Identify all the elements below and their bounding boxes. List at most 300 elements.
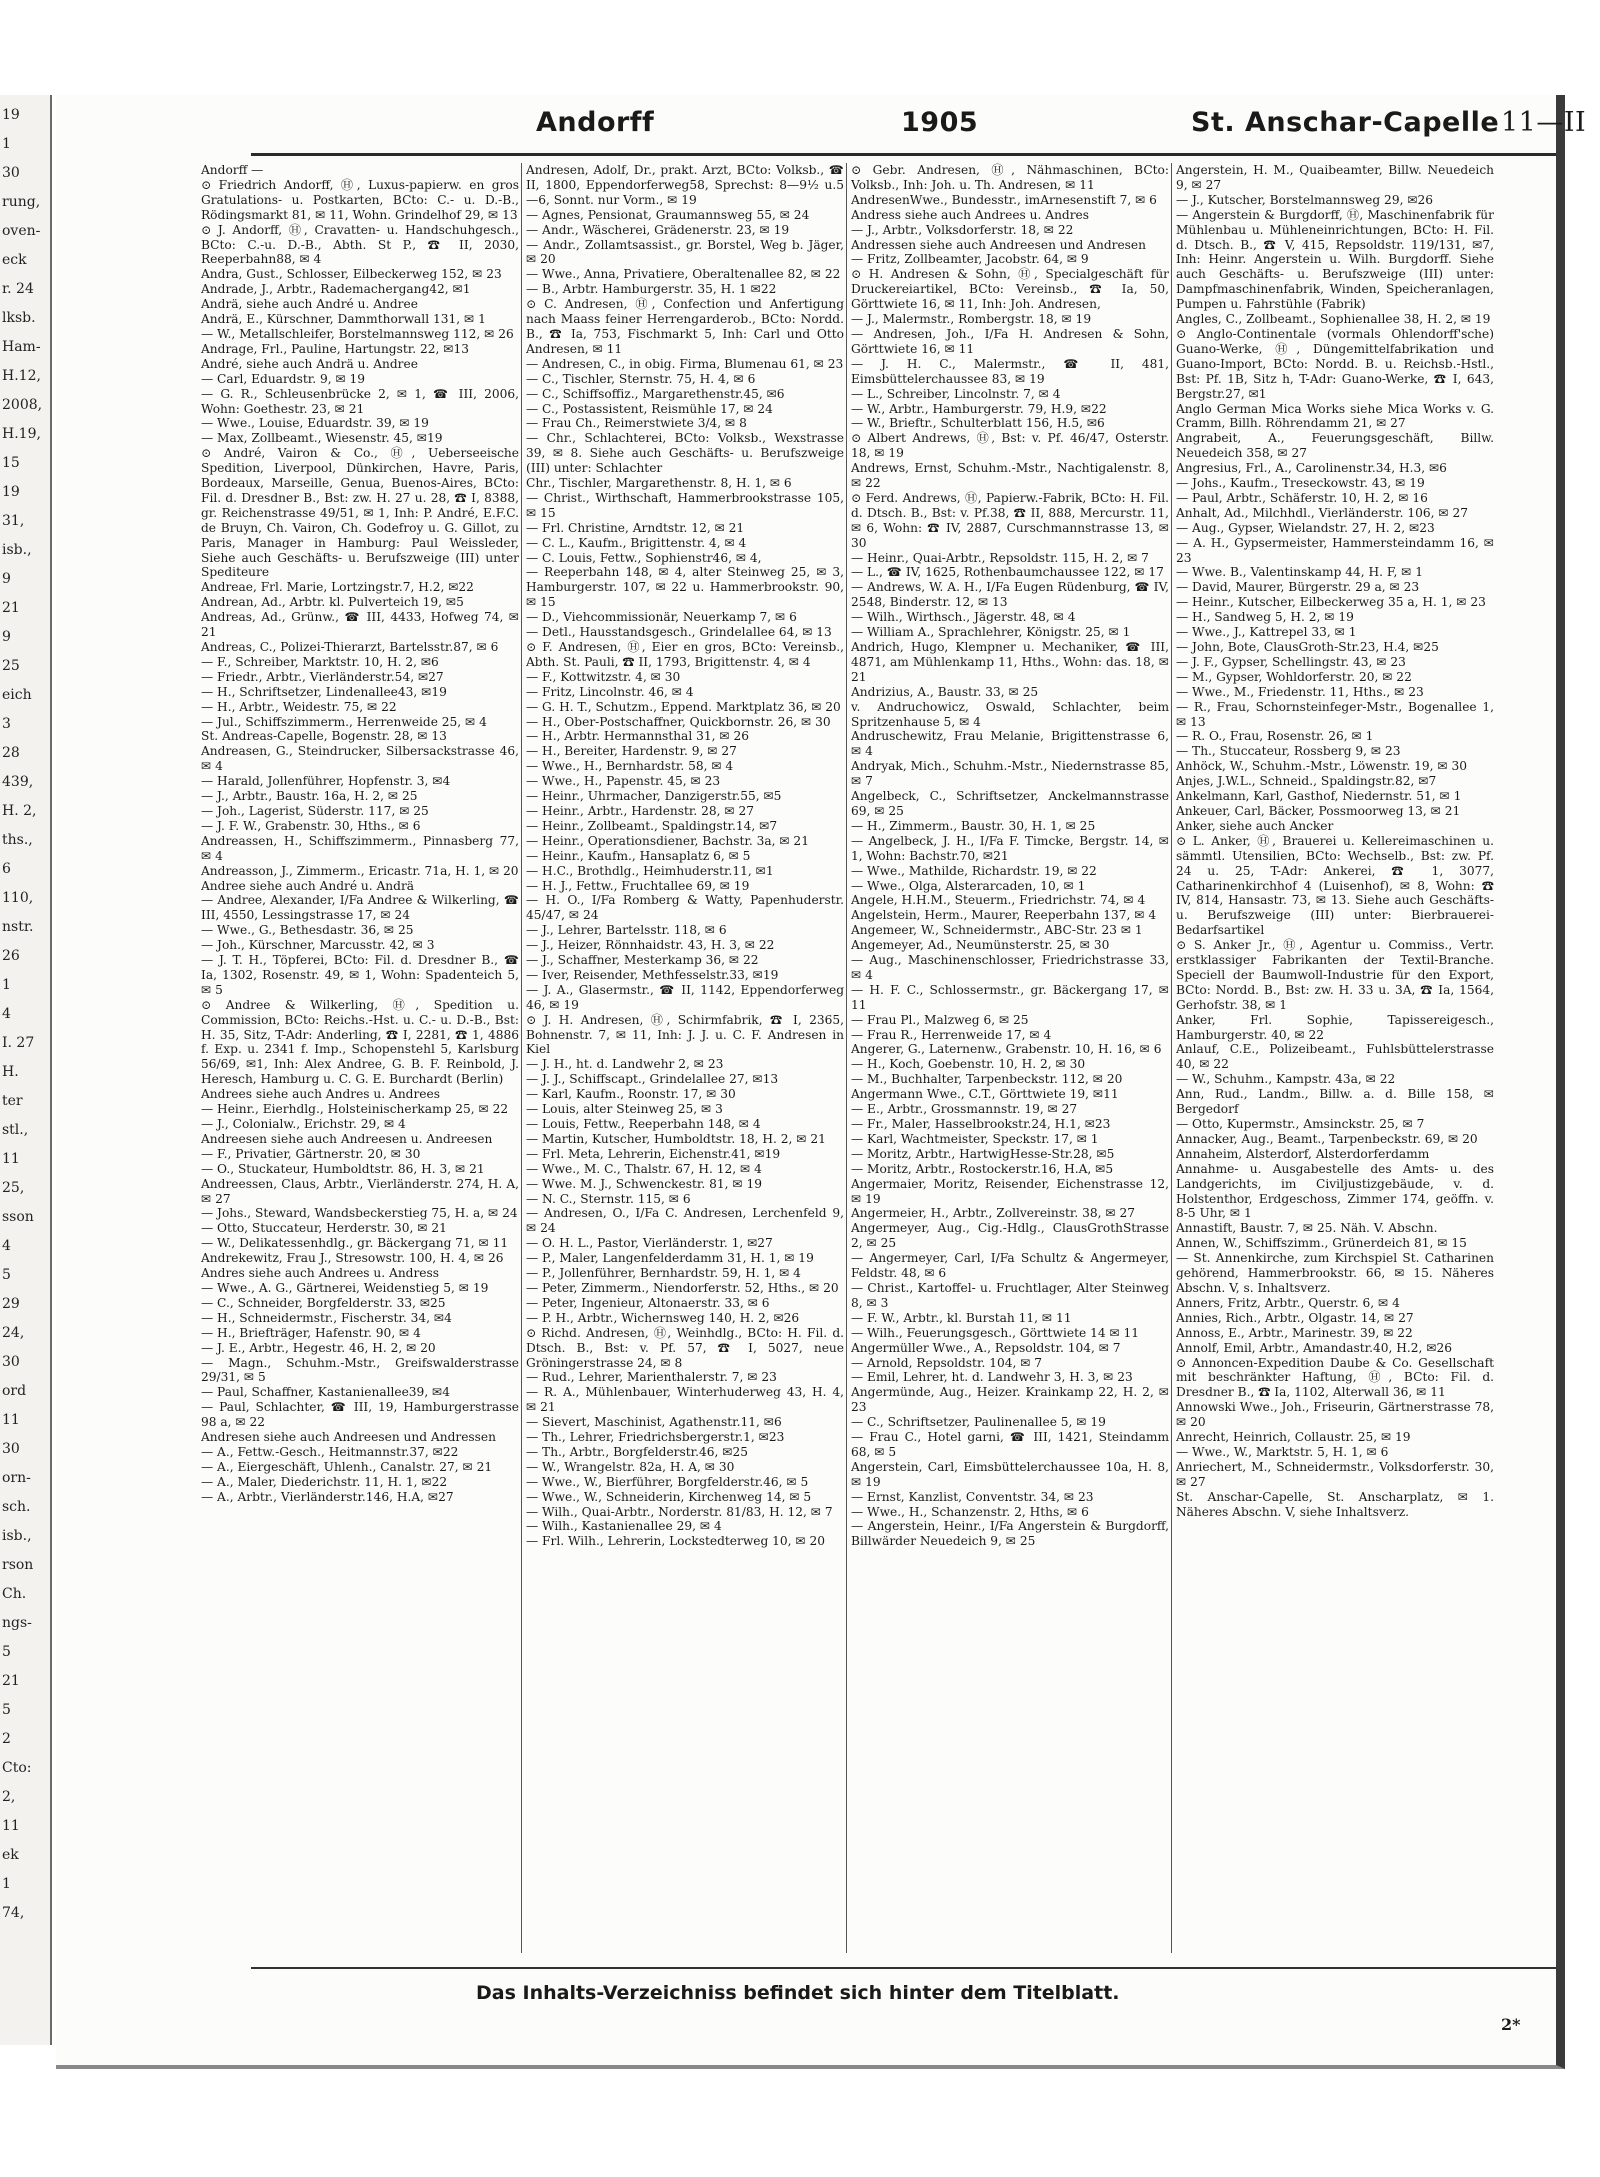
directory-entry: — C. L., Kaufm., Brigittenstr. 4, ✉ 4 <box>526 535 747 550</box>
directory-entry: Andrean, Ad., Arbtr. kl. Pulverteich 19, ✉5 <box>201 595 464 610</box>
directory-entry: — Louis, alter Steinweg 25, ✉ 3 <box>526 1102 723 1117</box>
directory-entry: — G. H. T., Schutzm., Eppend. Marktplatz 36, ✉ 20 <box>526 699 841 714</box>
directory-entry: — Andree, Alexander, I/Fa Andree & Wilkerling, ☎ III, 4550, Lessingstrasse 17, ✉ 24 <box>201 893 519 923</box>
directory-entry: — St. Annenkirche, zum Kirchspiel St. Catharinen gehörend, Hammerbrookstr. 66, ✉ 15. Näheres Abschn. V, s. Inhaltsverz. <box>1176 1251 1494 1295</box>
adjacent-page-fragment: H.19, <box>2 426 41 442</box>
directory-entry: — Aug., Gypser, Wielandstr. 27, H. 2, ✉23 <box>1176 520 1435 535</box>
directory-entry: — N. C., Sternstr. 115, ✉ 6 <box>526 1191 691 1206</box>
directory-entry: — J., Arbtr., Baustr. 16a, H. 2, ✉ 25 <box>201 789 418 804</box>
directory-entry: — Wwe., H., Bernhardstr. 58, ✉ 4 <box>526 759 734 774</box>
adjacent-page-fragment: 25, <box>2 1180 25 1196</box>
directory-entry: Annaheim, Alsterdorf, Alsterdorferdamm <box>1176 1146 1430 1161</box>
directory-entry: — Aug., Maschinenschlosser, Friedrichstrasse 33, ✉ 4 <box>851 953 1169 982</box>
directory-entry: Angerer, G., Laternenw., Grabenstr. 10, H. 16, ✉ 6 <box>851 1042 1162 1057</box>
directory-entry: — Andresen, C., in obig. Firma, Blumenau 61, ✉ 23 <box>526 356 844 371</box>
directory-entry: — W., Brieftr., Schulterblatt 156, H.5, ✉6 <box>851 416 1105 431</box>
directory-entry: — W., Schuhm., Kampstr. 43a, ✉ 22 <box>1176 1072 1396 1087</box>
directory-entry: — Arnold, Repsoldstr. 104, ✉ 7 <box>851 1355 1043 1370</box>
directory-sheet <box>56 95 1587 2069</box>
directory-entry: Andrä, siehe auch André u. Andree <box>201 297 418 312</box>
adjacent-page-fragment: 110, <box>2 890 34 906</box>
adjacent-page-fragment: 21 <box>2 600 20 616</box>
header-rule <box>251 153 1556 156</box>
adjacent-page-fragment: 29 <box>2 1296 20 1312</box>
directory-entry: — Wwe., Louise, Eduardstr. 39, ✉ 19 <box>201 416 429 431</box>
adjacent-page-fragment: 31, <box>2 513 25 529</box>
directory-entry: ⊙ J. Andorff, Ⓗ, Cravatten- u. Handschuhgesch., BCto: C.-u. D.-B., Abth. St P., ☎ II, 2030, Reeperbahn88, ✉ 4 <box>201 222 519 267</box>
directory-entry: — A., Eiergeschäft, Uhlenh., Canalstr. 27, ✉ 21 <box>201 1459 493 1474</box>
adjacent-page-fragment: 5 <box>2 1644 11 1660</box>
adjacent-page-fragment: ngs- <box>2 1615 32 1631</box>
directory-entry: — C., Tischler, Sternstr. 75, H. 4, ✉ 6 <box>526 371 756 386</box>
directory-entry: Angermaier, Moritz, Reisender, Eichenstrasse 12, ✉ 19 <box>851 1176 1169 1206</box>
directory-entry: — Christ., Kartoffel- u. Fruchtlager, Alter Steinweg 8, ✉ 3 <box>851 1280 1169 1310</box>
adjacent-page-fragment: ter <box>2 1093 23 1109</box>
adjacent-page-fragment: rson <box>2 1557 34 1573</box>
sheet-signature: 2* <box>1501 2015 1521 2034</box>
directory-entry: — Heinr., Quai-Arbtr., Repsoldstr. 115, H. 2, ✉ 7 <box>851 550 1149 565</box>
directory-entry: AndresenWwe., Bundesstr., imArnesenstift 7, ✉ 6 <box>851 192 1157 207</box>
directory-entry: — Frau Pl., Malzweg 6, ✉ 25 <box>851 1012 1029 1027</box>
directory-entry: — P. H., Arbtr., Wichernsweg 140, H. 2, ✉26 <box>526 1310 800 1325</box>
directory-entry: — C., Schneider, Borgfelderstr. 33, ✉25 <box>201 1295 446 1310</box>
directory-entry: — Paul, Schlachter, ☎ III, 19, Hamburgerstrasse 98 a, ✉ 22 <box>201 1400 519 1430</box>
adjacent-page-fragment: ek <box>2 1847 19 1863</box>
directory-entry: — H.C., Brothdlg., Heimhuderstr.11, ✉1 <box>526 863 774 878</box>
directory-entry: — J. E., Arbtr., Hegestr. 46, H. 2, ✉ 20 <box>201 1340 436 1355</box>
directory-entry: — F., Schreiber, Marktstr. 10, H. 2, ✉6 <box>201 654 439 669</box>
adjacent-page-fragment: 2008, <box>2 397 43 413</box>
directory-entry: — Andr., Zollamtsassist., gr. Borstel, Weg b. Jäger, ✉ 20 <box>526 237 844 267</box>
adjacent-page-fragment: H. 2, <box>2 803 37 819</box>
adjacent-page-fragment: nstr. <box>2 919 34 935</box>
directory-entry: — Wwe., M., Friedenstr. 11, Hths., ✉ 23 <box>1176 684 1424 699</box>
directory-entry: — Th., Stuccateur, Rossberg 9, ✉ 23 <box>1176 744 1401 759</box>
directory-entry: — J. F. W., Grabenstr. 30, Hths., ✉ 6 <box>201 818 421 833</box>
directory-entry: — Fritz, Lincolnstr. 46, ✉ 4 <box>526 684 694 699</box>
directory-entry: Andrade, J., Arbtr., Rademachergang42, ✉1 <box>201 282 471 297</box>
directory-entry: — Carl, Eduardstr. 9, ✉ 19 <box>201 371 366 386</box>
directory-entry: Annahme- u. Ausgabestelle des Amts- u. des Landgerichts, im Civiljustizgebäude, v. d. Holstenthor, Erdgeschoss, Zimmer 174, geöffn. v. 8-5 Uhr, ✉ 1 <box>1176 1161 1494 1221</box>
adjacent-page-fragment: oven- <box>2 223 41 239</box>
directory-entry: — J. H., ht. d. Landwehr 2, ✉ 23 <box>526 1057 724 1072</box>
adjacent-page-fragment: 26 <box>2 948 20 964</box>
directory-column-4 <box>1176 163 1494 2033</box>
adjacent-page-fragment: stl., <box>2 1122 29 1138</box>
directory-entry: — J. T. H., Töpferei, BCto: Fil. d. Dresdner B., ☎ Ia, 1302, Rosenstr. 49, ✉ 1, Wohn: Spadenteich 5, ✉ 5 <box>201 953 519 997</box>
directory-entry: — Max, Zollbeamt., Wiesenstr. 45, ✉19 <box>201 431 443 446</box>
directory-entry: Andressen siehe auch Andreesen und Andresen <box>851 237 1146 252</box>
directory-column-3 <box>851 163 1169 2033</box>
directory-entry: — Wilh., Quai-Arbtr., Norderstr. 81/83, H. 12, ✉ 7 <box>526 1504 833 1519</box>
directory-entry: — Wwe., W., Marktstr. 5, H. 1, ✉ 6 <box>1176 1444 1389 1459</box>
adjacent-page-fragment: 19 <box>2 484 20 500</box>
adjacent-page-fragment: 15 <box>2 455 20 471</box>
directory-entry: — Magn., Schuhm.-Mstr., Greifswalderstrasse 29/31, ✉ 5 <box>201 1355 519 1385</box>
directory-entry: — Fritz, Zollbeamter, Jacobstr. 64, ✉ 9 <box>851 252 1089 267</box>
adjacent-page-fragment: Ham- <box>2 339 41 355</box>
directory-entry: — J. F., Gypser, Schellingstr. 43, ✉ 23 <box>1176 654 1406 669</box>
directory-entry: — L., ☎ IV, 1625, Rothenbaumchaussee 122, ✉ 17 <box>851 565 1164 580</box>
directory-entry: Anker, siehe auch Ancker <box>1176 818 1334 833</box>
adjacent-page-fragment: Cto: <box>2 1760 32 1776</box>
directory-entry: — Ernst, Kanzlist, Conventstr. 34, ✉ 23 <box>851 1489 1094 1504</box>
running-header <box>196 107 1600 147</box>
directory-entry: — C., Schiffsoffiz., Margarethenstr.45, ✉6 <box>526 386 785 401</box>
directory-entry: — D., Viehcommissionär, Neuerkamp 7, ✉ 6 <box>526 610 797 625</box>
adjacent-page-fragment: lksb. <box>2 310 36 326</box>
directory-entry: ⊙ H. Andresen & Sohn, Ⓗ, Specialgeschäft für Druckereiartikel, BCto: Vereinsb., ☎ Ia, 50, Görttwiete 16, ✉ 11, Inh: Joh. Andresen, <box>851 267 1169 312</box>
adjacent-page-fragment: 5 <box>2 1702 11 1718</box>
directory-entry: — Agnes, Pensionat, Graumannsweg 55, ✉ 24 <box>526 207 810 222</box>
directory-entry: — Angermeyer, Carl, I/Fa Schultz & Angermeyer, Feldstr. 48, ✉ 6 <box>851 1251 1169 1281</box>
directory-entry: Anglo German Mica Works siehe Mica Works v. G. Cramm, Billh. Röhrendamm 21, ✉ 27 <box>1176 401 1494 431</box>
adjacent-page-fragment: 25 <box>2 658 20 674</box>
directory-entry: Andreesen siehe auch Andreesen u. Andreesen <box>201 1131 493 1146</box>
adjacent-page-fragment: 11 <box>2 1818 20 1834</box>
directory-entry: — Angerstein & Burgdorff, Ⓗ, Maschinenfabrik für Mühlenbau u. Mühleneinrichtungen, BCto: H. Fil. d. Dtsch. B., ☎ V, 415, Repsoldstr. 119/131, ✉7, Inh: Heinr. Angerstein u. Wilh. Burgdorff. Siehe auch Geschäfts- u. Berufszweige (III) unter: Dampfmaschinenfabrik, Winden, Speicheranlagen, Pumpen u. Fahrstühle (Fabrik) <box>1176 207 1494 312</box>
directory-entry: Andresen, Adolf, Dr., prakt. Arzt, BCto: Volksb., ☎ II, 1800, Eppendorferweg58, Sprechst: 8—9½ u.5—6, Sonnt. nur Vorm., ✉ 19 <box>526 163 844 207</box>
directory-entry: — H., Arbtr., Weidestr. 75, ✉ 22 <box>201 699 397 714</box>
directory-entry: — E., Arbtr., Grossmannstr. 19, ✉ 27 <box>851 1102 1078 1117</box>
adjacent-page-fragment: 3 <box>2 716 11 732</box>
directory-entry: St. Andreas-Capelle, Bogenstr. 28, ✉ 13 <box>201 729 447 744</box>
directory-entry: Anners, Fritz, Arbtr., Querstr. 6, ✉ 4 <box>1176 1295 1400 1310</box>
directory-entry: Annacker, Aug., Beamt., Tarpenbeckstr. 69, ✉ 20 <box>1176 1131 1478 1146</box>
directory-entry: — F., Kottwitzstr. 4, ✉ 30 <box>526 669 681 684</box>
directory-entry: — Angelbeck, J. H., I/Fa F. Timcke, Bergstr. 14, ✉ 1, Wohn: Bachstr.70, ✉21 <box>851 833 1169 863</box>
adjacent-page-fragment: H. <box>2 1064 19 1080</box>
directory-entry: — Wilh., Wirthsch., Jägerstr. 48, ✉ 4 <box>851 610 1076 625</box>
directory-entry: Angrabeit, A., Feuerungsgeschäft, Billw. Neuedeich 358, ✉ 27 <box>1176 431 1494 461</box>
directory-entry: Annastift, Baustr. 7, ✉ 25. Näh. V. Abschn. <box>1176 1221 1438 1236</box>
directory-entry: — H., Bereiter, Hardenstr. 9, ✉ 27 <box>526 744 737 759</box>
directory-entry: ⊙ Annoncen-Expedition Daube & Co. Gesellschaft mit beschränkter Haftung, Ⓗ, BCto: Fil. d. Dresdner B., ☎ Ia, 1102, Alterwall 36, ✉ 11 <box>1176 1355 1494 1400</box>
directory-entry: — Heinr., Uhrmacher, Danzigerstr.55, ✉5 <box>526 789 782 804</box>
directory-entry: — Andrews, W. A. H., I/Fa Eugen Rüdenburg, ☎ IV, 2548, Binderstr. 12, ✉ 13 <box>851 580 1169 610</box>
adjacent-page-edge <box>0 95 52 2045</box>
adjacent-page-fragment: 1 <box>2 136 11 152</box>
directory-entry: — Peter, Ingenieur, Altonaerstr. 33, ✉ 6 <box>526 1295 770 1310</box>
adjacent-page-fragment: rung, <box>2 194 41 210</box>
adjacent-page-fragment: 21 <box>2 1673 20 1689</box>
directory-entry: — R. A., Mühlenbauer, Winterhuderweg 43, H. 4, ✉ 21 <box>526 1385 844 1415</box>
directory-column-2 <box>526 163 844 2033</box>
directory-entry: — Wwe., Mathilde, Richardstr. 19, ✉ 22 <box>851 863 1097 878</box>
directory-entry: — Heinr., Kaufm., Hansaplatz 6, ✉ 5 <box>526 848 751 863</box>
adjacent-page-fragment: 2, <box>2 1789 16 1805</box>
directory-entry: — Th., Arbtr., Borgfelderstr.46, ✉25 <box>526 1444 748 1459</box>
adjacent-page-fragment: eck <box>2 252 27 268</box>
directory-entry: — Th., Lehrer, Friedrichsbergerstr.1, ✉23 <box>526 1430 785 1445</box>
directory-entry: Anrecht, Heinrich, Collaustr. 25, ✉ 19 <box>1176 1430 1411 1445</box>
directory-entry: — H., Ober-Postschaffner, Quickbornstr. 26, ✉ 30 <box>526 714 831 729</box>
directory-entry: — Andresen, Joh., I/Fa H. Andresen & Sohn, Görttwiete 16, ✉ 11 <box>851 326 1169 356</box>
directory-entry: — Frau Ch., Reimerstwiete 3/4, ✉ 8 <box>526 416 747 431</box>
directory-entry: Andryak, Mich., Schuhm.-Mstr., Niedernstrasse 85, ✉ 7 <box>851 759 1169 789</box>
directory-entry: — Joh., Kürschner, Marcusstr. 42, ✉ 3 <box>201 938 435 953</box>
directory-entry: Angerstein, H. M., Quaibeamter, Billw. Neuedeich 9, ✉ 27 <box>1176 163 1494 192</box>
directory-entry: ⊙ Andree & Wilkerling, Ⓗ, Spedition u. Commission, BCto: Reichs.-Hst. u. C.- u. D.-B., Bst: H. 35, Sitz, T-Adr: Anderling, ☎ I, 2281, ☎ 1, 4886 f. Exp. u. 2341 f. Imp., Schopenstehl 5, Karlsburg 56/69, ✉1, Inh: Alex Andree, G. B. F. Reinbold, J. Heresch, Hamburg u. C. G. E. Burchardt (Berlin) <box>201 997 519 1087</box>
adjacent-page-fragment: 5 <box>2 1267 11 1283</box>
directory-entry: — J., Heizer, Rönnhaidstr. 43, H. 3, ✉ 22 <box>526 938 775 953</box>
directory-entry: — David, Maurer, Bürgerstr. 29 a, ✉ 23 <box>1176 580 1420 595</box>
adjacent-page-fragment: 30 <box>2 165 20 181</box>
directory-entry: Andreas, C., Polizei-Thierarzt, Bartelsstr.87, ✉ 6 <box>201 640 499 654</box>
directory-entry: — H., Sandweg 5, H. 2, ✉ 19 <box>1176 610 1354 625</box>
directory-entry: Ankeuer, Carl, Bäcker, Possmoorweg 13, ✉ 21 <box>1176 803 1461 818</box>
directory-entry: — Wwe., J., Kattrepel 33, ✉ 1 <box>1176 625 1357 640</box>
directory-column-1 <box>201 163 519 2033</box>
directory-entry: ⊙ F. Andresen, Ⓗ, Eier en gros, BCto: Vereinsb., Abth. St. Pauli, ☎ II, 1793, Brigittenstr. 4, ✉ 4 <box>526 640 844 669</box>
directory-entry: — Louis, Fettw., Reeperbahn 148, ✉ 4 <box>526 1117 761 1131</box>
directory-entry: Anker, Frl. Sophie, Tapissereigesch., Hamburgerstr. 40, ✉ 22 <box>1176 1012 1494 1042</box>
header-first-entry: Andorff <box>536 107 655 138</box>
directory-entry: — H., Schneidermstr., Fischerstr. 34, ✉4 <box>201 1310 452 1325</box>
directory-entry: — L., Schreiber, Lincolnstr. 7, ✉ 4 <box>851 386 1061 401</box>
directory-entry: — Chr., Schlachterei, BCto: Volksb., Wexstrasse 39, ✉ 8. Siehe auch Geschäfts- u. Berufszweige (III) unter: Schlachter <box>526 431 844 476</box>
directory-entry: — F., Privatier, Gärtnerstr. 20, ✉ 30 <box>201 1146 421 1161</box>
directory-entry: — J., Colonialw., Erichstr. 29, ✉ 4 <box>201 1117 406 1131</box>
adjacent-page-fragment: 11 <box>2 1412 20 1428</box>
directory-entry: — Fr., Maler, Hasselbrookstr.24, H.1, ✉23 <box>851 1117 1111 1131</box>
directory-entry: — Wilh., Feuerungsgesch., Görttwiete 14 ✉ 11 <box>851 1325 1140 1340</box>
directory-entry: — J. J., Schiffscapt., Grindelallee 27, ✉13 <box>526 1072 779 1087</box>
directory-entry: — O. H. L., Pastor, Vierländerstr. 1, ✉27 <box>526 1236 773 1251</box>
directory-entry: Andra, Gust., Schlosser, Eilbeckerweg 152, ✉ 23 <box>201 267 502 282</box>
adjacent-page-fragment: 9 <box>2 629 11 645</box>
directory-entry: Angele, H.H.M., Steuerm., Friedrichstr. 74, ✉ 4 <box>851 893 1146 908</box>
directory-entry: Andresen siehe auch Andreesen und Andressen <box>201 1430 496 1445</box>
directory-entry: — W., Wrangelstr. 82a, H. A, ✉ 30 <box>526 1459 735 1474</box>
directory-entry: — Paul, Arbtr., Schäferstr. 10, H. 2, ✉ 16 <box>1176 490 1428 505</box>
directory-entry: — Iver, Reisender, Methfesselstr.33, ✉19 <box>526 967 779 982</box>
column-divider <box>1171 163 1172 1953</box>
directory-entry: — A., Arbtr., Vierländerstr.146, H.A, ✉27 <box>201 1489 454 1504</box>
directory-entry: — Wwe., Olga, Alsterarcaden, 10, ✉ 1 <box>851 878 1086 893</box>
directory-entry: — John, Bote, ClausGroth-Str.23, H.4, ✉25 <box>1176 640 1439 654</box>
directory-entry: Anhalt, Ad., Milchhdl., Vierländerstr. 106, ✉ 27 <box>1176 505 1469 520</box>
directory-entry: ⊙ S. Anker Jr., Ⓗ, Agentur u. Commiss., Vertr. erstklassiger Fabrikanten der Textil-Branche. Speciell der Baumwoll-Industrie für den Export, BCto: Nordd. B., Bst: zw. H. 33 u. 3A, ☎ Ia, 1564, Gerhofstr. 38, ✉ 1 <box>1176 938 1494 1012</box>
directory-entry: — H. F. C., Schlossermstr., gr. Bäckergang 17, ✉ 11 <box>851 982 1169 1012</box>
adjacent-page-fragment: 1 <box>2 977 11 993</box>
directory-entry: ⊙ Friedrich Andorff, Ⓗ, Luxus-papierw. en gros Gratulations- u. Postkarten, BCto: C.- u. D.-B., Rödingsmarkt 81, ✉ 11, Wohn. Grindelhof 29, ✉ 13 <box>201 177 519 222</box>
directory-entry: — G. R., Schleusenbrücke 2, ✉ 1, ☎ III, 2006, Wohn: Goethestr. 23, ✉ 21 <box>201 386 519 416</box>
directory-entry: — B., Arbtr. Hamburgerstr. 35, H. 1 ✉22 <box>526 282 777 297</box>
directory-entry: Angelstein, Herm., Maurer, Reeperbahn 137, ✉ 4 <box>851 908 1157 923</box>
directory-entry: — Sievert, Maschinist, Agathenstr.11, ✉6 <box>526 1415 782 1430</box>
adjacent-page-fragment: 439, <box>2 774 34 790</box>
directory-entry: ⊙ Anglo-Continentale (vormals Ohlendorff'sche) Guano-Werke, Ⓗ, Düngemittelfabrikation und Guano-Import, BCto: Nordd. B. u. Reichsb.-Hstl., Bst: Pf. 1B, Sitz h, T-Adr: Guano-Werke, ☎ I, 643, Bergstr.27, ✉1 <box>1176 326 1494 401</box>
directory-entry: — W., Delikatessenhdlg., gr. Bäckergang 71, ✉ 11 <box>201 1236 509 1251</box>
directory-entry: — J. A., Glasermstr., ☎ II, 1142, Eppendorferweg 46, ✉ 19 <box>526 982 844 1012</box>
directory-entry: Andreae, Frl. Marie, Lortzingstr.7, H.2, ✉22 <box>201 580 474 595</box>
adjacent-page-fragment: sson <box>2 1209 34 1225</box>
directory-entry: — H., Schriftsetzer, Lindenallee43, ✉19 <box>201 684 447 699</box>
directory-entry: ⊙ Ferd. Andrews, Ⓗ, Papierw.-Fabrik, BCto: H. Fil. d. Dtsch. B., Bst: v. Pf.38, ☎ II, 888, Mercurstr. 11, ✉ 6, Wohn: ☎ IV, 2887, Curschmannstrasse 13, ✉ 30 <box>851 490 1169 550</box>
directory-entry: — J., Arbtr., Volksdorferstr. 18, ✉ 22 <box>851 222 1074 237</box>
directory-entry: — O., Stuckateur, Humboldtstr. 86, H. 3, ✉ 21 <box>201 1161 485 1176</box>
adjacent-page-fragment: Ch. <box>2 1586 27 1602</box>
adjacent-page-fragment: 30 <box>2 1354 20 1370</box>
directory-entry: — Reeperbahn 148, ✉ 4, alter Steinweg 25, ✉ 3, Hamburgerstr. 107, ✉ 22 u. Hammerbrookstr. 90, ✉ 15 <box>526 565 844 610</box>
directory-entry: Angermeier, H., Arbtr., Zollvereinstr. 38, ✉ 27 <box>851 1206 1136 1221</box>
directory-entry: — Detl., Hausstandsgesch., Grindelallee 64, ✉ 13 <box>526 625 832 640</box>
directory-entry: Andree siehe auch André u. Andrä <box>201 878 415 893</box>
directory-entry: — J., Malermstr., Rombergstr. 18, ✉ 19 <box>851 312 1092 327</box>
directory-entry: — J., Schaffner, Mesterkamp 36, ✉ 22 <box>526 953 759 968</box>
directory-entry: — C. Louis, Fettw., Sophienstr46, ✉ 4, <box>526 550 762 565</box>
directory-entry: Andreasen, G., Steindrucker, Silbersackstrasse 46, ✉ 4 <box>201 744 519 774</box>
directory-entry: — J., Kutscher, Borstelmannsweg 29, ✉26 <box>1176 192 1434 207</box>
directory-entry: Andrä, E., Kürschner, Dammthorwall 131, ✉ 1 <box>201 312 486 327</box>
directory-entry: — J., Lehrer, Bartelsstr. 118, ✉ 6 <box>526 923 727 938</box>
directory-entry: — Wwe., M. C., Thalstr. 67, H. 12, ✉ 4 <box>526 1161 762 1176</box>
adjacent-page-fragment: 1 <box>2 1876 11 1892</box>
directory-entry: — Johs., Kaufm., Treseckowstr. 43, ✉ 19 <box>1176 476 1425 491</box>
directory-entry: — Otto, Stuccateur, Herderstr. 30, ✉ 21 <box>201 1221 447 1236</box>
adjacent-page-fragment: 9 <box>2 571 11 587</box>
header-year: 1905 <box>901 107 979 138</box>
directory-entry: — P., Maler, Langenfelderdamm 31, H. 1, ✉ 19 <box>526 1251 814 1266</box>
directory-entry: Andruschewitz, Frau Melanie, Brigittenstrasse 6, ✉ 4 <box>851 729 1169 759</box>
directory-entry: — Wwe., H., Schanzenstr. 2, Hths, ✉ 6 <box>851 1504 1089 1519</box>
directory-entry: ⊙ Gebr. Andresen, Ⓗ, Nähmaschinen, BCto: Volksb., Inh: Joh. u. Th. Andresen, ✉ 11 <box>851 163 1169 192</box>
directory-entry: — Friedr., Arbtr., Vierländerstr.54, ✉27 <box>201 669 444 684</box>
directory-entry: — Wwe., H., Papenstr. 45, ✉ 23 <box>526 774 721 789</box>
adjacent-page-fragment: eich <box>2 687 32 703</box>
directory-entry: — H. J., Fettw., Fruchtallee 69, ✉ 19 <box>526 878 750 893</box>
page-number: 11—II <box>1501 107 1587 138</box>
directory-entry: Andreassen, H., Schiffszimmerm., Pinnasberg 77, ✉ 4 <box>201 833 519 863</box>
directory-entry: ⊙ Albert Andrews, Ⓗ, Bst: v. Pf. 46/47, Osterstr. 18, ✉ 19 <box>851 431 1169 461</box>
directory-entry: Andres siehe auch Andrees u. Andress <box>201 1266 440 1281</box>
adjacent-page-fragment: 6 <box>2 861 11 877</box>
directory-entry: — W., Arbtr., Hamburgerstr. 79, H.9, ✉22 <box>851 401 1107 416</box>
directory-entry: — A., Fettw.-Gesch., Heitmannstr.37, ✉22 <box>201 1444 459 1459</box>
adjacent-page-fragment: 74, <box>2 1905 25 1921</box>
directory-entry: — P., Jollenführer, Bernhardstr. 59, H. 1, ✉ 4 <box>526 1266 801 1281</box>
directory-entry: Andrich, Hugo, Klempner u. Mechaniker, ☎ III, 4871, am Mühlenkamp 11, Hths., Wohn: das. 18, ✉ 21 <box>851 640 1169 684</box>
directory-entry: — Harald, Jollenführer, Hopfenstr. 3, ✉4 <box>201 774 451 789</box>
directory-entry: — H., Arbtr. Hermannsthal 31, ✉ 26 <box>526 729 749 744</box>
directory-entry: — M., Gypser, Wohldorferstr. 20, ✉ 22 <box>1176 669 1412 684</box>
directory-entry: — C., Postassistent, Reismühle 17, ✉ 24 <box>526 401 773 416</box>
adjacent-page-fragment: ord <box>2 1383 27 1399</box>
adjacent-page-fragment: H.12, <box>2 368 41 384</box>
directory-entry: — Peter, Zimmerm., Niendorferstr. 52, Hths., ✉ 20 <box>526 1280 839 1295</box>
directory-entry: — Frl. Wilh., Lehrerin, Lockstedterweg 10, ✉ 20 <box>526 1534 825 1549</box>
directory-entry: Angles, C., Zollbeamt., Sophienallee 38, H. 2, ✉ 19 <box>1176 312 1491 327</box>
directory-entry: — Frau R., Herrenweide 17, ✉ 4 <box>851 1027 1052 1042</box>
directory-entry: — Heinr., Kutscher, Eilbeckerweg 35 a, H. 1, ✉ 23 <box>1176 595 1486 610</box>
adjacent-page-fragment: 2 <box>2 1731 11 1747</box>
adjacent-page-fragment: 4 <box>2 1006 11 1022</box>
adjacent-page-fragment: I. 27 <box>2 1035 35 1051</box>
directory-entry: — F. W., Arbtr., kl. Burstah 11, ✉ 11 <box>851 1310 1072 1325</box>
directory-entry: Angermüller Wwe., A., Repsoldstr. 104, ✉ 7 <box>851 1340 1121 1355</box>
directory-entry: ⊙ J. H. Andresen, Ⓗ, Schirmfabrik, ☎ I, 2365, Bohnenstr. 7, ✉ 11, Inh: J. J. u. C. F. Andresen in Kiel <box>526 1012 844 1057</box>
directory-entry: Angemeyer, Ad., Neumünsterstr. 25, ✉ 30 <box>851 938 1110 953</box>
adjacent-page-fragment: 19 <box>2 107 20 123</box>
directory-entry: Andrizius, A., Baustr. 33, ✉ 25 <box>851 684 1039 699</box>
adjacent-page-fragment: 24, <box>2 1325 25 1341</box>
directory-entry: — Wwe., W., Schneiderin, Kirchenweg 14, ✉ 5 <box>526 1489 812 1504</box>
directory-entry: Angresius, Frl., A., Carolinenstr.34, H.3, ✉6 <box>1176 461 1447 476</box>
directory-entry: — R., Frau, Schornsteinfeger-Mstr., Bogenallee 1, ✉ 13 <box>1176 699 1494 729</box>
directory-entry: Annen, W., Schiffszimm., Grünerdeich 81, ✉ 15 <box>1176 1236 1467 1251</box>
directory-entry: ⊙ Richd. Andresen, Ⓗ, Weinhdlg., BCto: H. Fil. d. Dtsch. B., Bst: v. Pf. 57, ☎ I, 5027, neue Gröningerstrasse 24, ✉ 8 <box>526 1325 844 1370</box>
directory-entry: — Wilh., Kastanienallee 29, ✉ 4 <box>526 1519 722 1534</box>
directory-entry: Angermünde, Aug., Heizer. Krainkamp 22, H. 2, ✉ 23 <box>851 1385 1169 1415</box>
directory-entry: — Wwe., G., Bethesdastr. 36, ✉ 25 <box>201 923 414 938</box>
directory-entry: Andorff — <box>201 163 264 177</box>
directory-entry: — Rud., Lehrer, Marienthalerstr. 7, ✉ 23 <box>526 1370 777 1385</box>
adjacent-page-fragment: isb., <box>2 542 32 558</box>
directory-entry: — Paul, Schaffner, Kastanienallee39, ✉4 <box>201 1385 451 1400</box>
directory-entry: — W., Metallschleifer, Borstelmannsweg 112, ✉ 26 <box>201 326 514 341</box>
directory-entry: — Wwe., A. G., Gärtnerei, Weidenstieg 5, ✉ 19 <box>201 1280 489 1295</box>
directory-entry: Andrekewitz, Frau J., Stresowstr. 100, H. 4, ✉ 26 <box>201 1251 504 1266</box>
adjacent-page-fragment: orn- <box>2 1470 31 1486</box>
directory-entry: — Johs., Steward, Wandsbeckerstieg 75, H. a, ✉ 24 <box>201 1206 518 1221</box>
directory-entry: — William A., Sprachlehrer, Königstr. 25, ✉ 1 <box>851 625 1131 640</box>
directory-entry: — Andr., Wäscherei, Grädenerstr. 23, ✉ 19 <box>526 222 790 237</box>
directory-entry: — Wwe. M. J., Schwenckestr. 81, ✉ 19 <box>526 1176 762 1191</box>
directory-entry: André, siehe auch Andrä u. Andree <box>201 356 418 371</box>
directory-entry: — A., Maler, Diederichstr. 11, H. 1, ✉22 <box>201 1474 448 1489</box>
directory-entry: — H., Zimmerm., Baustr. 30, H. 1, ✉ 25 <box>851 818 1096 833</box>
directory-entry: Andrage, Frl., Pauline, Hartungstr. 22, ✉13 <box>201 341 469 356</box>
directory-entry: — Emil, Lehrer, ht. d. Landwehr 3, H. 3, ✉ 23 <box>851 1370 1133 1385</box>
column-divider <box>846 163 847 1953</box>
directory-entry: Ankelmann, Karl, Gasthof, Niedernstr. 51, ✉ 1 <box>1176 789 1462 804</box>
directory-entry: ⊙ André, Vairon & Co., Ⓗ, Ueberseeische Spedition, Liverpool, Dünkirchen, Havre, Paris, Bordeaux, Marseille, Genua, Buenos-Aires, BCto: Fil. d. Dresdner B., Bst: zw. H. 27 u. 28, ☎ I, 8388, gr. Reichenstrasse 49/51, ✉ 1, Inh: P. André, E.F.C. de Bruyn, Ch. Vairon, Ch. Godefroy u. G. Gillot, zu Paris, Manager in Hamburg: Paul Weissleder, Siehe auch Geschäfts- u. Berufszweige (III) unter Spediteure <box>201 446 519 580</box>
directory-entry: Angerstein, Carl, Eimsbüttelerchaussee 10a, H. 8, ✉ 19 <box>851 1459 1169 1489</box>
directory-entry: Anriechert, M., Schneidermstr., Volksdorferstr. 30, ✉ 27 <box>1176 1459 1494 1489</box>
directory-entry: — H., Koch, Goebenstr. 10, H. 2, ✉ 30 <box>851 1057 1086 1072</box>
adjacent-page-fragment: 30 <box>2 1441 20 1457</box>
adjacent-page-fragment: 4 <box>2 1238 11 1254</box>
contents-note: Das Inhalts-Verzeichniss befindet sich hinter dem Titelblatt. <box>476 1982 1120 2004</box>
directory-entry: Annolf, Emil, Arbtr., Amandastr.40, H.2, ✉26 <box>1176 1340 1453 1355</box>
directory-entry: Angermeyer, Aug., Cig.-Hdlg., ClausGrothStrasse 2, ✉ 25 <box>851 1221 1169 1251</box>
directory-entry: — Moritz, Arbtr., HartwigHesse-Str.28, ✉5 <box>851 1146 1115 1161</box>
adjacent-page-fragment: 28 <box>2 745 20 761</box>
directory-entry: Angemeer, W., Schneidermstr., ABC-Str. 23 ✉ 1 <box>851 923 1143 938</box>
directory-entry: Anhöck, W., Schuhm.-Mstr., Löwenstr. 19, ✉ 30 <box>1176 759 1467 774</box>
directory-entry: — Frl. Meta, Lehrerin, Eichenstr.41, ✉19 <box>526 1146 781 1161</box>
directory-entry: — J. H. C., Malermstr., ☎ II, 481, Eimsbüttelerchaussee 83, ✉ 19 <box>851 356 1169 386</box>
directory-entry: — Frl. Christine, Arndtstr. 12, ✉ 21 <box>526 520 745 535</box>
adjacent-page-fragment: isb., <box>2 1528 32 1544</box>
directory-entry: Annies, Rich., Arbtr., Olgastr. 14, ✉ 27 <box>1176 1310 1414 1325</box>
footer-rule <box>251 1967 1556 1969</box>
directory-entry: Annoss, E., Arbtr., Marinestr. 39, ✉ 22 <box>1176 1325 1413 1340</box>
directory-entry: Andrews, Ernst, Schuhm.-Mstr., Nachtigalenstr. 8, ✉ 22 <box>851 461 1169 491</box>
directory-entry: — Heinr., Arbtr., Hardenstr. 28, ✉ 27 <box>526 803 755 818</box>
directory-entry: — Martin, Kutscher, Humboldtstr. 18, H. 2, ✉ 21 <box>526 1131 826 1146</box>
directory-entry: ⊙ L. Anker, Ⓗ, Brauerei u. Kellereimaschinen u. sämmtl. Utensilien, BCto: Wechselb., Bst: zw. Pf. 24 u. 25, T-Adr: Ankerei, ☎ 1, 3077, Catharinenkirchhof 4 (Luisenhof), ✉ 8, Wohn: ☎ IV, 814, Hansastr. 73, ✉ 13. Siehe auch Geschäfts- u. Berufszweige (III) unter: Bierbrauerei-Bedarfsartikel <box>1176 833 1494 938</box>
adjacent-page-fragment: r. 24 <box>2 281 34 297</box>
adjacent-page-fragment: sch. <box>2 1499 31 1515</box>
adjacent-page-fragment: 11 <box>2 1151 20 1167</box>
directory-entry: — Christ., Wirthschaft, Hammerbrookstrasse 105, ✉ 15 <box>526 490 844 520</box>
directory-entry: Angelbeck, C., Schriftsetzer, Anckelmannstrasse 69, ✉ 25 <box>851 789 1169 818</box>
directory-entry: — Frau C., Hotel garni, ☎ III, 1421, Steindamm 68, ✉ 5 <box>851 1430 1169 1459</box>
directory-entry: Andreas, Ad., Grünw., ☎ III, 4433, Hofweg 74, ✉ 21 <box>201 610 519 640</box>
directory-entry: — M., Buchhalter, Tarpenbeckstr. 112, ✉ 20 <box>851 1072 1123 1087</box>
